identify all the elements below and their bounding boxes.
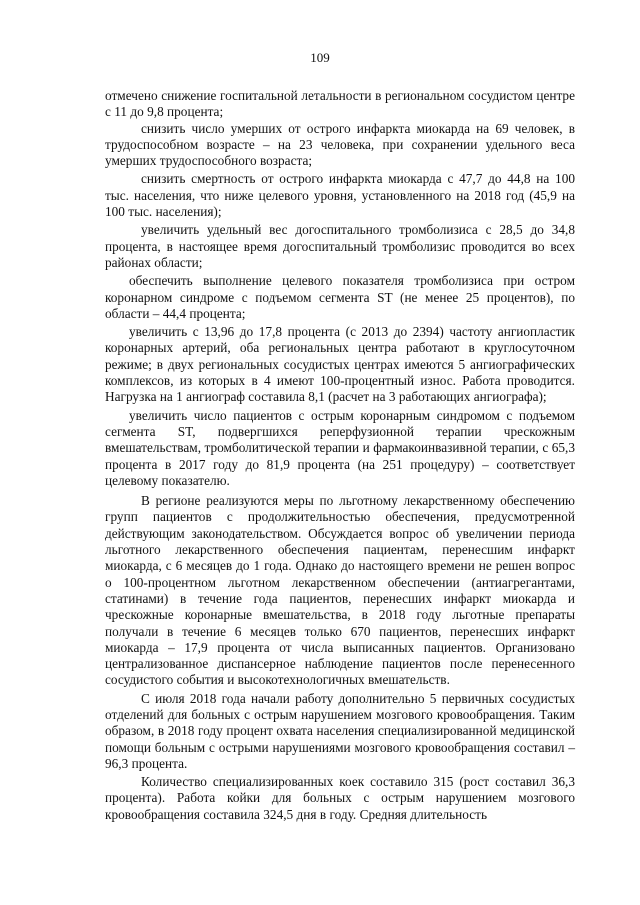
paragraph-1: отмечено снижение госпитальной летальности в региональном сосудистом центре с 11 до 9,8 процента; <box>105 88 575 120</box>
paragraph-4: увеличить удельный вес догоспитального тромболизиса с 28,5 до 34,8 процента, в настоящее время догоспитальный тромболизис проводится во всех районах области; <box>105 222 575 270</box>
paragraph-5: обеспечить выполнение целевого показателя тромболизиса при остром коронарном синдроме с подъемом сегмента ST (не менее 25 процентов), по области – 44,4 процента; <box>105 273 575 321</box>
paragraph-6: увеличить с 13,96 до 17,8 процента (с 2013 до 2394) частоту ангиопластик коронарных артерий, оба региональных центра работают в круглосуточном режиме; в двух региональных сосудистых центрах имеются 5 ангиографических комплексов, из которых в 4 имеют 100-процентный износ. Работа проводится. Нагрузка на 1 ангиограф составила 8,1 (расчет на 3 работающих ангиографа); <box>105 324 575 405</box>
body-text <box>105 88 575 823</box>
page-number: 109 <box>310 50 330 65</box>
paragraph-8: В регионе реализуются меры по льготному лекарственному обеспечению групп пациентов с продолжительностью обеспечения, предусмотренной действующим законодательством. Обсуждается вопрос об увеличении периода льготного лекарственного обеспечения пациентам, перенесшим инфаркт миокарда, с 6 месяцев до 1 года. Однако до настоящего времени не решен вопрос о 100-процентном льготном лекарственном обеспечении (антиагрегантами, статинами) в течение года пациентов, перенесших инфаркт миокарда и чрескожные коронарные вмешательства, в 2018 году льготные препараты получали в течение 6 месяцев только 670 пациентов, перенесших инфаркт миокарда – 17,9 процента от числа выписанных пациентов. Организовано централизованное диспансерное наблюдение пациентов после перенесенного сосудистого события и высокотехнологичных вмешательств. <box>105 493 575 688</box>
paragraph-10: Количество специализированных коек составило 315 (рост составил 36,3 процента). Работа койки для больных с острым нарушением мозгового кровообращения составила 324,5 дня в году. Средняя длительность <box>105 774 575 822</box>
paragraph-9: С июля 2018 года начали работу дополнительно 5 первичных сосудистых отделений для больных с острым нарушением мозгового кровообращения. Таким образом, в 2018 году процент охвата населения специализированной медицинской помощи больным с острыми нарушениями мозгового кровообращения составил – 96,3 процента. <box>105 690 575 771</box>
paragraph-7: увеличить число пациентов с острым коронарным синдромом с подъемом сегмента ST, подвергшихся реперфузионной терапии чрескожным вмешательствам, тромболитической терапии и фармакоинвазивной терапии, с 65,3 процента в 2017 году до 81,9 процента (на 251 процедуру) – соответствует целевому показателю. <box>105 407 575 488</box>
paragraph-3: снизить смертность от острого инфаркта миокарда с 47,7 до 44,8 на 100 тыс. населения, что ниже целевого уровня, установленного на 2018 год (45,9 на 100 тыс. населения); <box>105 171 575 220</box>
paragraph-2: снизить число умерших от острого инфаркта миокарда на 69 человек, в трудоспособном возрасте – на 23 человека, при сохранении удельного веса умерших трудоспособного возраста; <box>105 120 575 169</box>
